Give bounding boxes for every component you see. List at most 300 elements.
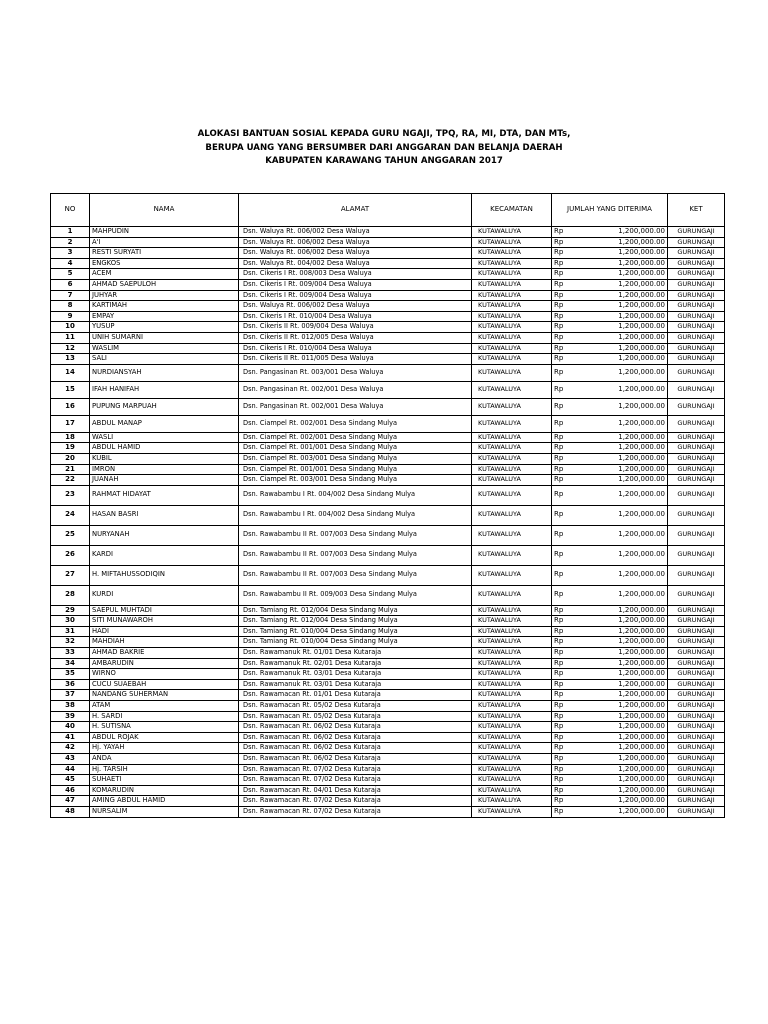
amount-value: 1,200,000.00 [618,401,665,410]
cell-jumlah [552,381,668,398]
cell-kecamatan: KUTAWALUYA [472,279,552,290]
cell-jumlah [552,701,668,712]
cell-kecamatan: KUTAWALUYA [472,248,552,259]
cell-alamat: Dsn. Rawabambu I Rt. 004/002 Desa Sindang Mulya [239,505,472,525]
table-row [51,381,725,398]
cell-ket: GURUNGAJI [668,785,725,796]
cell-kecamatan: KUTAWALUYA [472,269,552,280]
cell-jumlah [552,616,668,627]
amount-value: 1,200,000.00 [618,227,665,235]
cell-ket: GURUNGAJI [668,658,725,669]
cell-jumlah [552,626,668,637]
cell-ket: GURUNGAJI [668,525,725,545]
cell-kecamatan: KUTAWALUYA [472,332,552,343]
cell-nama: MAHDIAH [90,637,239,648]
cell-nama: AHMAD BAKRIE [90,648,239,659]
table-row [51,290,725,301]
currency-label: Rp [554,785,564,794]
cell-alamat: Dsn. Rawamanuk Rt. 03/01 Desa Kutaraja [239,669,472,680]
cell-ket: GURUNGAJI [668,237,725,248]
table-row [51,475,725,486]
cell-no: 17 [51,415,90,432]
cell-jumlah [552,398,668,415]
cell-ket: GURUNGAJI [668,322,725,333]
cell-no: 8 [51,301,90,312]
cell-alamat: Dsn. Rawabambu I Rt. 004/002 Desa Sindang Mulya [239,485,472,505]
cell-ket: GURUNGAJI [668,464,725,475]
allocation-table [50,193,725,818]
header-no: NO [51,194,90,227]
currency-label: Rp [554,301,564,310]
cell-ket: GURUNGAJI [668,415,725,432]
currency-label: Rp [554,550,564,559]
cell-jumlah [552,354,668,365]
cell-alamat: Dsn. Pangasinan Rt. 003/001 Desa Waluya [239,364,472,381]
cell-jumlah [552,464,668,475]
cell-no: 27 [51,565,90,585]
table-row [51,269,725,280]
currency-label: Rp [554,806,564,815]
currency-label: Rp [554,570,564,579]
amount-value: 1,200,000.00 [618,796,665,805]
cell-jumlah [552,669,668,680]
cell-no: 47 [51,796,90,807]
cell-jumlah [552,722,668,733]
title-line-1: ALOKASI BANTUAN SOSIAL KEPADA GURU NGAJI, TPQ, RA, MI, DTA, DAN MTs, [197,129,571,139]
currency-label: Rp [554,432,564,441]
cell-nama: YUSUP [90,322,239,333]
cell-nama: KARTIMAH [90,301,239,312]
cell-nama: IMRON [90,464,239,475]
cell-jumlah [552,658,668,669]
currency-label: Rp [554,237,564,246]
currency-label: Rp [554,775,564,784]
table-row [51,626,725,637]
cell-alamat: Dsn. Rawamanuk Rt. 02/01 Desa Kutaraja [239,658,472,669]
cell-ket: GURUNGAJI [668,381,725,398]
cell-nama: NURYANAH [90,525,239,545]
cell-jumlah [552,475,668,486]
cell-jumlah [552,565,668,585]
cell-alamat: Dsn. Rawabambu II Rt. 007/003 Desa Sindang Mulya [239,565,472,585]
amount-value: 1,200,000.00 [618,722,665,731]
cell-no: 23 [51,485,90,505]
table-row [51,785,725,796]
currency-label: Rp [554,464,564,473]
cell-nama: HASAN BASRI [90,505,239,525]
cell-ket: GURUNGAJI [668,616,725,627]
cell-ket: GURUNGAJI [668,806,725,817]
amount-value: 1,200,000.00 [618,658,665,667]
cell-kecamatan: KUTAWALUYA [472,381,552,398]
cell-kecamatan: KUTAWALUYA [472,311,552,322]
cell-alamat: Dsn. Pangasinan Rt. 002/001 Desa Waluya [239,381,472,398]
cell-ket: GURUNGAJI [668,279,725,290]
cell-ket: GURUNGAJI [668,732,725,743]
cell-alamat: Dsn. Cikeris I Rt. 008/003 Desa Waluya [239,269,472,280]
table-row [51,669,725,680]
cell-alamat: Dsn. Rawamacan Rt. 05/02 Desa Kutaraja [239,701,472,712]
amount-value: 1,200,000.00 [618,669,665,678]
amount-value: 1,200,000.00 [618,322,665,331]
cell-ket: GURUNGAJI [668,701,725,712]
currency-label: Rp [554,530,564,539]
amount-value: 1,200,000.00 [618,237,665,246]
cell-alamat: Dsn. Cikeris I Rt. 010/004 Desa Waluya [239,343,472,354]
cell-kecamatan: KUTAWALUYA [472,648,552,659]
cell-alamat: Dsn. Ciampel Rt. 002/001 Desa Sindang Mulya [239,415,472,432]
table-row [51,565,725,585]
cell-ket: GURUNGAJI [668,258,725,269]
header-alamat: ALAMAT [239,194,472,227]
cell-kecamatan: KUTAWALUYA [472,432,552,443]
currency-label: Rp [554,311,564,320]
amount-value: 1,200,000.00 [618,732,665,741]
currency-label: Rp [554,475,564,484]
cell-jumlah [552,248,668,259]
amount-value: 1,200,000.00 [618,301,665,310]
cell-no: 7 [51,290,90,301]
currency-label: Rp [554,732,564,741]
currency-label: Rp [554,322,564,331]
cell-jumlah [552,343,668,354]
cell-jumlah [552,525,668,545]
cell-nama: EMPAY [90,311,239,322]
cell-no: 45 [51,775,90,786]
cell-kecamatan: KUTAWALUYA [472,453,552,464]
table-row [51,806,725,817]
cell-alamat: Dsn. Rawamacan Rt. 07/02 Desa Kutaraja [239,775,472,786]
cell-ket: GURUNGAJI [668,332,725,343]
cell-kecamatan: KUTAWALUYA [472,565,552,585]
currency-label: Rp [554,510,564,519]
amount-value: 1,200,000.00 [618,701,665,710]
cell-kecamatan: KUTAWALUYA [472,732,552,743]
cell-no: 3 [51,248,90,259]
table-row [51,545,725,565]
cell-ket: GURUNGAJI [668,565,725,585]
currency-label: Rp [554,343,564,352]
cell-no: 20 [51,453,90,464]
cell-alamat: Dsn. Ciampel Rt. 001/001 Desa Sindang Mulya [239,443,472,454]
cell-nama: CUCU SUAEBAH [90,679,239,690]
cell-kecamatan: KUTAWALUYA [472,364,552,381]
cell-kecamatan: KUTAWALUYA [472,322,552,333]
amount-value: 1,200,000.00 [618,279,665,288]
cell-no: 16 [51,398,90,415]
cell-alamat: Dsn. Waluya Rt. 006/002 Desa Waluya [239,301,472,312]
cell-nama: AMBARUDIN [90,658,239,669]
cell-jumlah [552,806,668,817]
cell-alamat: Dsn. Ciampel Rt. 001/001 Desa Sindang Mulya [239,464,472,475]
cell-alamat: Dsn. Tamiang Rt. 010/004 Desa Sindang Mulya [239,637,472,648]
cell-alamat: Dsn. Ciampel Rt. 002/001 Desa Sindang Mulya [239,432,472,443]
cell-nama: A'I [90,237,239,248]
table-row [51,301,725,312]
amount-value: 1,200,000.00 [618,464,665,473]
currency-label: Rp [554,690,564,699]
cell-nama: NURSALIM [90,806,239,817]
cell-alamat: Dsn. Waluya Rt. 006/002 Desa Waluya [239,248,472,259]
cell-no: 32 [51,637,90,648]
cell-no: 42 [51,743,90,754]
cell-no: 13 [51,354,90,365]
cell-alamat: Dsn. Tamiang Rt. 010/004 Desa Sindang Mulya [239,626,472,637]
cell-kecamatan: KUTAWALUYA [472,764,552,775]
amount-value: 1,200,000.00 [618,605,665,614]
currency-label: Rp [554,279,564,288]
cell-no: 9 [51,311,90,322]
cell-jumlah [552,332,668,343]
amount-value: 1,200,000.00 [618,637,665,646]
currency-label: Rp [554,669,564,678]
cell-ket: GURUNGAJI [668,754,725,765]
amount-value: 1,200,000.00 [618,475,665,484]
cell-kecamatan: KUTAWALUYA [472,669,552,680]
cell-nama: JUANAH [90,475,239,486]
cell-nama: ACEM [90,269,239,280]
cell-nama: IFAH HANIFAH [90,381,239,398]
cell-ket: GURUNGAJI [668,432,725,443]
cell-no: 5 [51,269,90,280]
table-row [51,311,725,322]
cell-ket: GURUNGAJI [668,475,725,486]
cell-nama: ANDA [90,754,239,765]
table-row [51,415,725,432]
cell-ket: GURUNGAJI [668,301,725,312]
cell-nama: UNIH SUMARNI [90,332,239,343]
cell-ket: GURUNGAJI [668,485,725,505]
cell-kecamatan: KUTAWALUYA [472,637,552,648]
cell-no: 34 [51,658,90,669]
table-row [51,764,725,775]
cell-kecamatan: KUTAWALUYA [472,237,552,248]
cell-jumlah [552,743,668,754]
cell-no: 33 [51,648,90,659]
currency-label: Rp [554,443,564,452]
cell-kecamatan: KUTAWALUYA [472,545,552,565]
amount-value: 1,200,000.00 [618,343,665,352]
cell-no: 18 [51,432,90,443]
cell-kecamatan: KUTAWALUYA [472,475,552,486]
amount-value: 1,200,000.00 [618,785,665,794]
cell-alamat: Dsn. Rawamanuk Rt. 01/01 Desa Kutaraja [239,648,472,659]
cell-jumlah [552,505,668,525]
cell-ket: GURUNGAJI [668,227,725,238]
currency-label: Rp [554,796,564,805]
table-row [51,754,725,765]
table-row [51,464,725,475]
cell-no: 12 [51,343,90,354]
table-row [51,605,725,616]
cell-kecamatan: KUTAWALUYA [472,443,552,454]
amount-value: 1,200,000.00 [618,806,665,815]
currency-label: Rp [554,384,564,393]
table-row [51,354,725,365]
amount-value: 1,200,000.00 [618,648,665,657]
cell-ket: GURUNGAJI [668,354,725,365]
currency-label: Rp [554,401,564,410]
cell-kecamatan: KUTAWALUYA [472,227,552,238]
cell-kecamatan: KUTAWALUYA [472,616,552,627]
table-row [51,775,725,786]
cell-nama: Hj. YAYAH [90,743,239,754]
cell-jumlah [552,648,668,659]
table-row [51,398,725,415]
cell-jumlah [552,443,668,454]
cell-kecamatan: KUTAWALUYA [472,690,552,701]
currency-label: Rp [554,248,564,257]
table-row [51,722,725,733]
cell-alamat: Dsn. Cikeris I Rt. 010/004 Desa Waluya [239,311,472,322]
cell-ket: GURUNGAJI [668,443,725,454]
cell-kecamatan: KUTAWALUYA [472,658,552,669]
cell-jumlah [552,690,668,701]
cell-kecamatan: KUTAWALUYA [472,775,552,786]
cell-no: 26 [51,545,90,565]
cell-no: 48 [51,806,90,817]
amount-value: 1,200,000.00 [618,490,665,499]
currency-label: Rp [554,626,564,635]
cell-alamat: Dsn. Rawamacan Rt. 07/02 Desa Kutaraja [239,764,472,775]
table-row [51,701,725,712]
cell-alamat: Dsn. Waluya Rt. 004/002 Desa Waluya [239,258,472,269]
cell-jumlah [552,227,668,238]
cell-no: 15 [51,381,90,398]
amount-value: 1,200,000.00 [618,432,665,441]
cell-kecamatan: KUTAWALUYA [472,290,552,301]
table-header-row [51,194,725,227]
cell-jumlah [552,732,668,743]
cell-ket: GURUNGAJI [668,626,725,637]
cell-kecamatan: KUTAWALUYA [472,464,552,475]
cell-kecamatan: KUTAWALUYA [472,722,552,733]
cell-nama: AHMAD SAEPULOH [90,279,239,290]
cell-ket: GURUNGAJI [668,711,725,722]
amount-value: 1,200,000.00 [618,354,665,363]
cell-jumlah [552,764,668,775]
cell-ket: GURUNGAJI [668,605,725,616]
cell-jumlah [552,269,668,280]
currency-label: Rp [554,453,564,462]
amount-value: 1,200,000.00 [618,367,665,376]
amount-value: 1,200,000.00 [618,626,665,635]
title-line-2: BERUPA UANG YANG BERSUMBER DARI ANGGARAN DAN BELANJA DAERAH [205,142,563,153]
cell-alamat: Dsn. Rawamacan Rt. 07/02 Desa Kutaraja [239,806,472,817]
cell-jumlah [552,322,668,333]
cell-jumlah [552,605,668,616]
amount-value: 1,200,000.00 [618,384,665,393]
cell-nama: NANDANG SUHERMAN [90,690,239,701]
currency-label: Rp [554,764,564,773]
currency-label: Rp [554,269,564,278]
cell-no: 44 [51,764,90,775]
cell-alamat: Dsn. Rawamacan Rt. 04/01 Desa Kutaraja [239,785,472,796]
cell-no: 41 [51,732,90,743]
cell-nama: WASLIM [90,343,239,354]
table-row [51,585,725,605]
cell-ket: GURUNGAJI [668,637,725,648]
cell-kecamatan: KUTAWALUYA [472,785,552,796]
cell-no: 10 [51,322,90,333]
cell-alamat: Dsn. Cikeris II Rt. 011/005 Desa Waluya [239,354,472,365]
cell-no: 35 [51,669,90,680]
table-row [51,258,725,269]
cell-alamat: Dsn. Rawamacan Rt. 06/02 Desa Kutaraja [239,743,472,754]
cell-ket: GURUNGAJI [668,585,725,605]
cell-kecamatan: KUTAWALUYA [472,626,552,637]
cell-jumlah [552,301,668,312]
cell-no: 38 [51,701,90,712]
cell-no: 36 [51,679,90,690]
cell-alamat: Dsn. Rawamacan Rt. 07/02 Desa Kutaraja [239,796,472,807]
cell-jumlah [552,311,668,322]
cell-no: 39 [51,711,90,722]
table-row [51,743,725,754]
cell-ket: GURUNGAJI [668,505,725,525]
amount-value: 1,200,000.00 [618,743,665,752]
cell-no: 11 [51,332,90,343]
cell-alamat: Dsn. Tamiang Rt. 012/004 Desa Sindang Mulya [239,616,472,627]
table-row [51,616,725,627]
cell-no: 19 [51,443,90,454]
table-row [51,248,725,259]
cell-jumlah [552,432,668,443]
cell-no: 30 [51,616,90,627]
cell-nama: RAHMAT HIDAYAT [90,485,239,505]
table-row [51,332,725,343]
cell-jumlah [552,775,668,786]
cell-jumlah [552,711,668,722]
cell-jumlah [552,585,668,605]
currency-label: Rp [554,754,564,762]
cell-alamat: Dsn. Pangasinan Rt. 002/001 Desa Waluya [239,398,472,415]
cell-nama: Hj. TARSIH [90,764,239,775]
amount-value: 1,200,000.00 [618,764,665,773]
amount-value: 1,200,000.00 [618,443,665,452]
cell-jumlah [552,364,668,381]
cell-alamat: Dsn. Ciampel Rt. 003/001 Desa Sindang Mulya [239,453,472,464]
amount-value: 1,200,000.00 [618,690,665,699]
cell-alamat: Dsn. Rawabambu II Rt. 009/003 Desa Sindang Mulya [239,585,472,605]
currency-label: Rp [554,590,564,599]
cell-ket: GURUNGAJI [668,545,725,565]
cell-nama: SITI MUNAWAROH [90,616,239,627]
cell-ket: GURUNGAJI [668,796,725,807]
currency-label: Rp [554,227,564,235]
cell-jumlah [552,290,668,301]
amount-value: 1,200,000.00 [618,418,665,427]
cell-nama: ENGKOS [90,258,239,269]
cell-jumlah [552,545,668,565]
currency-label: Rp [554,354,564,363]
cell-kecamatan: KUTAWALUYA [472,679,552,690]
cell-no: 25 [51,525,90,545]
currency-label: Rp [554,679,564,688]
cell-alamat: Dsn. Rawamacan Rt. 05/02 Desa Kutaraja [239,711,472,722]
cell-no: 22 [51,475,90,486]
table-row [51,690,725,701]
table-row [51,711,725,722]
cell-nama: H. MIFTAHUSSODIQIN [90,565,239,585]
header-kecamatan: KECAMATAN [472,194,552,227]
amount-value: 1,200,000.00 [618,311,665,320]
table-row [51,227,725,238]
amount-value: 1,200,000.00 [618,510,665,519]
cell-kecamatan: KUTAWALUYA [472,701,552,712]
amount-value: 1,200,000.00 [618,570,665,579]
table-row [51,525,725,545]
